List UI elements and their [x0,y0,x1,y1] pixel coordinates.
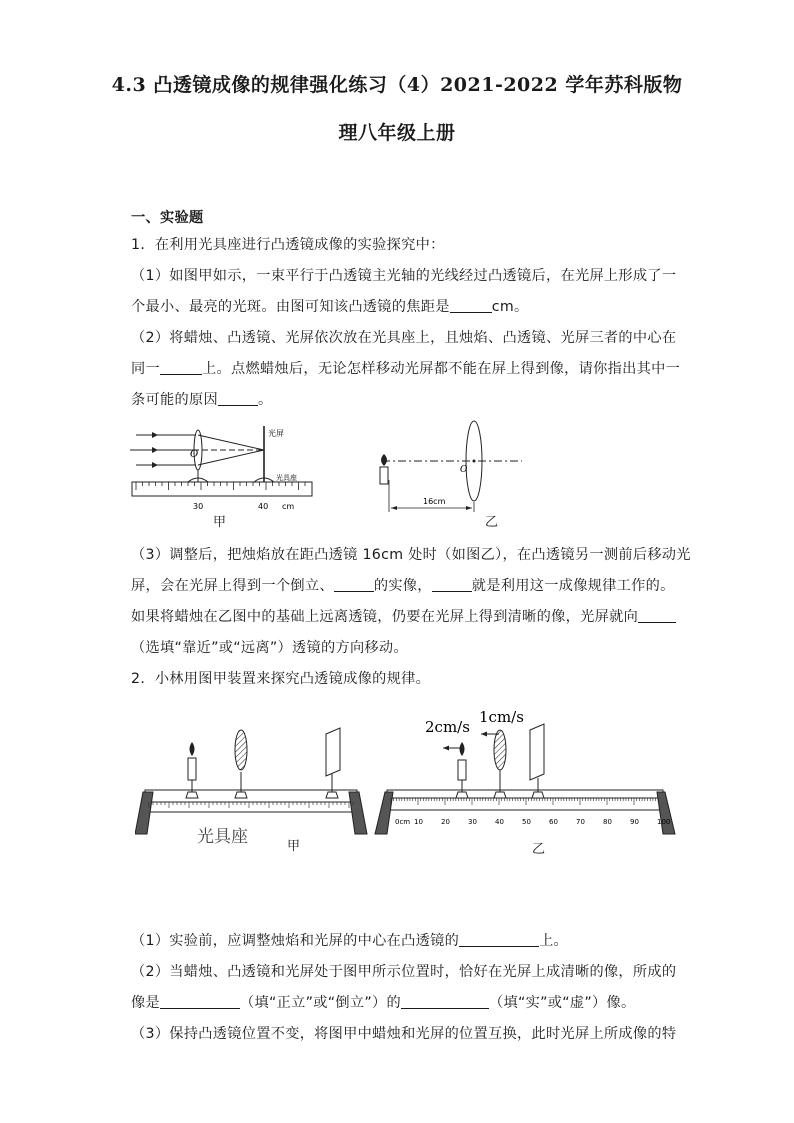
bench-scale-label: 0cm [395,818,411,826]
candle-speed-label: 2cm/s [425,718,470,736]
candle-body [458,760,466,780]
q2-orientation-blank[interactable] [160,994,240,1009]
bench-leg-right [349,792,367,834]
distance-arrow-left [391,506,397,510]
q1-part3-text-b: 的实像， [373,578,432,594]
optical-bench-rail [387,790,663,810]
q1-part3-text-c: 就是利用这一成像规律工作的。 [471,578,675,594]
q1-stem: 1．在利用光具座进行凸透镜成像的实验探究中： [131,237,445,253]
candle-flame-icon [381,454,387,466]
bench-scale-label: 10 [414,818,423,826]
q2-stem: 2．小林用图甲装置来探究凸透镜成像的规律。 [131,671,431,687]
q1-device-blank[interactable] [432,577,472,592]
bench-scale-label: 50 [522,818,531,826]
tick-label-40: 40 [258,502,269,511]
q1-screen-direction-blank[interactable] [638,608,676,623]
bench-scale-label: 30 [468,818,477,826]
bench-label: 光具座 [197,827,248,847]
q2-figure-jia [135,722,370,852]
q1-part2-line3 [131,389,272,409]
candle-flame-icon [190,742,195,756]
q2-figure-jia-caption: 甲 [287,839,301,854]
q1-image-size-blank[interactable] [334,577,374,592]
q2-figure-yi [373,700,685,850]
q1-part2-line2 [131,358,680,378]
bench-scale-label: 60 [549,818,558,826]
q2-part1-text-a: （1）实验前，应调整烛焰和光屏的中心在凸透镜的 [131,933,460,949]
lens-holder [235,792,247,798]
screen-holder [326,792,338,798]
section-heading: 一、实验题 [131,210,204,226]
candle-holder [456,792,468,798]
q2-part1 [131,930,568,950]
ray-arrow-middle [152,447,158,453]
candle-holder [186,792,198,798]
bench-scale-label: 40 [495,818,504,826]
q2-part2-text-a: 像是 [131,995,160,1011]
q1-part3-text-d: 如果将蜡烛在乙图中的基础上远离透镜，仍要在光屏上得到清晰的像，光屏就向 [131,609,639,625]
screen-holder [532,792,544,798]
bench-leg-left [135,792,153,834]
convex-lens [494,730,506,770]
candle-body [188,758,196,780]
q1-part3-line4: （选填“靠近”或“远离”）透镜的方向移动。 [131,640,408,656]
q1-part3-line2 [131,575,675,595]
q2-axis-blank[interactable] [459,932,539,947]
bench-leg-right [657,792,675,834]
q1-figure-jia-caption: 甲 [213,515,227,530]
refracted-ray-bottom [198,450,264,465]
lens-velocity-arrowhead [481,732,487,737]
worksheet-title-line-1: 4.3 凸透镜成像的规律强化练习（4）2021-2022 学年苏科版物 [111,74,683,96]
q1-figure-yi-caption: 乙 [485,515,499,530]
ray-arrow-bottom [152,462,158,468]
candle-velocity-arrowhead [443,746,449,751]
bench-scale-labels [395,818,670,826]
tick-label-30: 30 [193,502,204,511]
distance-arrow-right [466,506,472,510]
candle-flame-icon [460,742,465,756]
lens-center-dot [473,460,476,463]
lens-speed-label: 1cm/s [479,708,524,726]
lens-center-label: O [190,449,199,460]
worksheet-title-line-2: 理八年级上册 [338,122,456,144]
q1-part1-line2 [131,296,528,316]
ray-arrow-top [152,432,158,438]
light-screen [530,724,544,780]
q2-part2-line2 [131,992,636,1012]
candle-body [380,467,388,484]
q1-part3-text-a: 屏，会在光屏上得到一个倒立、 [131,578,334,594]
bench-label: 光具座 [276,474,297,482]
q1-part3-line3 [131,606,676,626]
screen-label: 光屏 [268,429,284,438]
refracted-ray-top [198,435,264,450]
q1-same-height-blank[interactable] [160,360,202,375]
bench-scale-label: 100 [657,818,671,826]
q2-part1-text-b: 上。 [539,933,569,949]
unit-label: cm [282,502,295,511]
bench-scale-label: 70 [576,818,585,826]
q1-part2-text-c: 条可能的原因 [131,392,218,408]
q1-part3-line1: （3）调整后，把烛焰放在距凸透镜 16cm 处时（如图乙），在凸透镜另一测前后移动光 [131,547,691,563]
optical-bench-rail [145,790,357,812]
distance-label: 16cm [423,497,446,506]
q1-part2-text-d: 。 [257,392,273,408]
q1-part1-text: 个最小、最亮的光斑。由图可知该凸透镜的焦距是 [131,299,450,315]
bench-leg-left [375,792,393,834]
bench-scale-label: 20 [441,818,450,826]
q1-reason-blank[interactable] [218,391,258,406]
q1-figure-yi [370,418,530,518]
light-screen [326,728,340,776]
bench-scale-label: 80 [603,818,612,826]
q2-figure-yi-caption: 乙 [532,842,546,857]
lens-holder [494,792,506,798]
q2-real-virtual-blank[interactable] [401,994,489,1009]
q1-part1-line1: （1）如图甲如示，一束平行于凸透镜主光轴的光线经过凸透镜后，在光屏上形成了一 [131,268,677,284]
q2-part3: （3）保持凸透镜位置不变，将图甲中蜡烛和光屏的位置互换，此时光屏上所成像的特 [131,1026,677,1042]
q2-part2-text-c: （填“实”或“虚”）像。 [488,995,636,1011]
lens-center-label: O [460,465,468,475]
q2-part2-line1: （2）当蜡烛、凸透镜和光屏处于图甲所示位置时，恰好在光屏上成清晰的像，所成的 [131,964,677,980]
q1-part2-text-a: 同一 [131,361,160,377]
q2-part2-text-b: （填“正立”或“倒立”）的 [239,995,401,1011]
q1-part2-text-b: 上。点燃蜡烛后，无论怎样移动光屏都不能在屏上得到像，请你指出其中一 [201,361,681,377]
bench-scale-label: 90 [630,818,639,826]
q1-focal-length-blank[interactable] [450,298,492,313]
q1-part2-line1: （2）将蜡烛、凸透镜、光屏依次放在光具座上，且烛焰、凸透镜、光屏三者的中心在 [131,330,677,346]
optical-bench-rail [132,482,312,496]
q1-part1-unit: cm。 [491,299,529,315]
convex-lens [235,730,247,770]
